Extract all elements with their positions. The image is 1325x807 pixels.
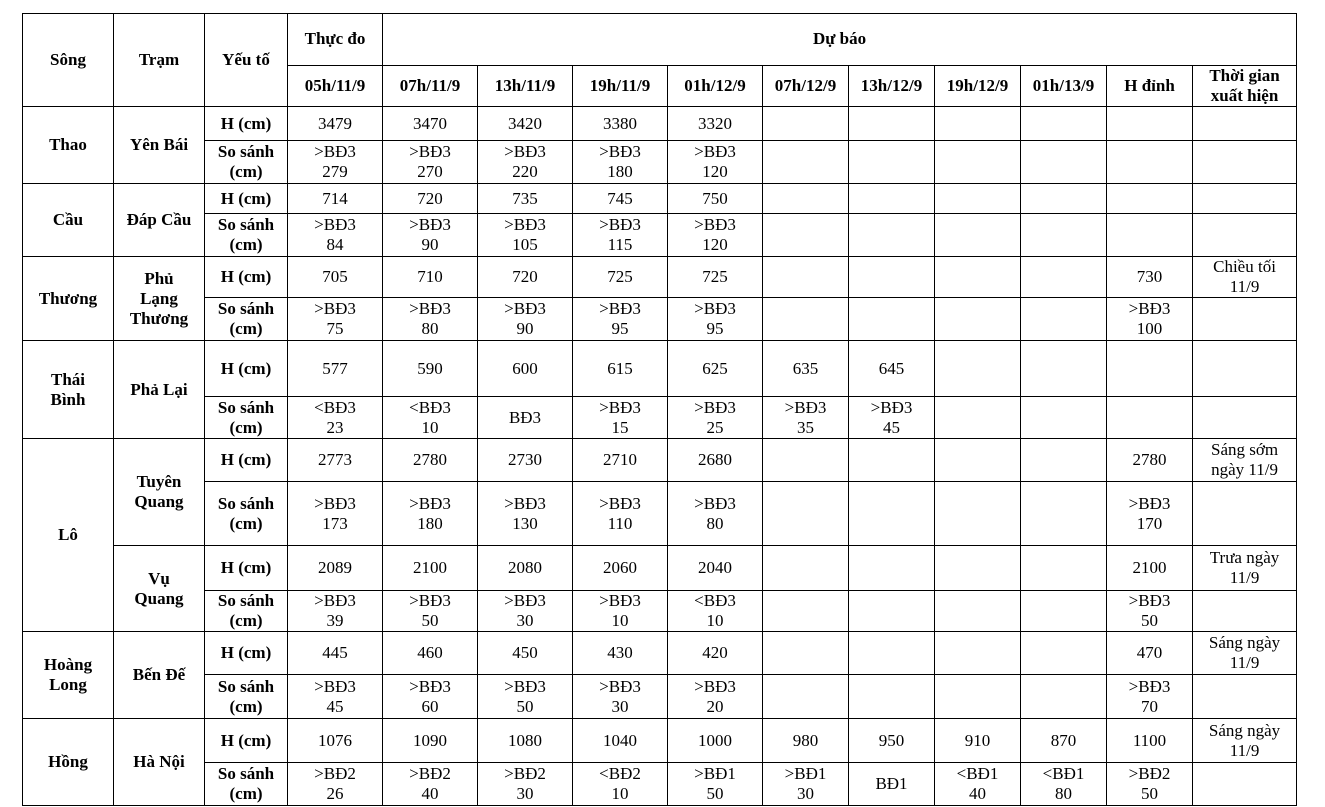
value-cell: 1000	[668, 719, 763, 763]
compare-cell: >BĐ3 60	[383, 675, 478, 719]
value-cell: 2060	[573, 546, 668, 591]
table-row	[23, 214, 1297, 257]
compare-cell: >BĐ3 120	[668, 141, 763, 184]
value-cell: 2680	[668, 439, 763, 482]
table-row	[23, 591, 1297, 632]
time-cell-empty	[1193, 141, 1297, 184]
value-cell	[1021, 546, 1107, 591]
value-cell	[1021, 439, 1107, 482]
value-cell	[849, 107, 935, 141]
station-name: Vụ Quang	[114, 546, 205, 632]
time-cell	[1193, 341, 1297, 397]
river-name: Lô	[23, 439, 114, 632]
value-cell	[935, 546, 1021, 591]
header-time: 07h/12/9	[763, 66, 849, 107]
peak-cell: 470	[1107, 632, 1193, 675]
value-cell: 720	[383, 184, 478, 214]
value-cell	[1021, 341, 1107, 397]
compare-cell: >BĐ3 105	[478, 214, 573, 257]
header-time: 19h/11/9	[573, 66, 668, 107]
compare-cell: BĐ1	[849, 763, 935, 806]
header-time: 13h/11/9	[478, 66, 573, 107]
value-cell: 450	[478, 632, 573, 675]
table-row	[23, 482, 1297, 546]
value-cell	[849, 546, 935, 591]
time-cell-empty	[1193, 482, 1297, 546]
compare-cell: >BĐ3 90	[478, 298, 573, 341]
value-cell	[935, 107, 1021, 141]
time-cell: Sáng ngày 11/9	[1193, 632, 1297, 675]
time-cell-empty	[1193, 214, 1297, 257]
station-name: Phả Lại	[114, 341, 205, 439]
compare-cell: >BĐ3 180	[383, 482, 478, 546]
header-tram: Trạm	[114, 14, 205, 107]
compare-cell: >BĐ3 95	[573, 298, 668, 341]
value-cell	[1021, 632, 1107, 675]
value-cell: 2773	[288, 439, 383, 482]
compare-cell: <BĐ3 10	[383, 397, 478, 439]
peak-cell: 2780	[1107, 439, 1193, 482]
value-cell: 3420	[478, 107, 573, 141]
station-name: Hà Nội	[114, 719, 205, 806]
time-cell-empty	[1193, 763, 1297, 806]
value-cell	[849, 632, 935, 675]
peak-cell	[1107, 184, 1193, 214]
value-cell: 710	[383, 257, 478, 298]
compare-cell: >BĐ3 50	[478, 675, 573, 719]
station-name: Đáp Cầu	[114, 184, 205, 257]
value-cell: 460	[383, 632, 478, 675]
compare-cell	[849, 482, 935, 546]
compare-cell	[849, 141, 935, 184]
compare-cell	[1021, 591, 1107, 632]
value-cell: 1040	[573, 719, 668, 763]
compare-cell: >BĐ2 26	[288, 763, 383, 806]
compare-cell: >BĐ3 10	[573, 591, 668, 632]
compare-cell	[849, 675, 935, 719]
compare-cell	[763, 141, 849, 184]
factor-so-sanh: So sánh (cm)	[205, 591, 288, 632]
compare-cell	[763, 214, 849, 257]
value-cell: 577	[288, 341, 383, 397]
time-cell: Chiều tối 11/9	[1193, 257, 1297, 298]
value-cell	[763, 257, 849, 298]
river-name: Thương	[23, 257, 114, 341]
header-song: Sông	[23, 14, 114, 107]
table-row	[23, 107, 1297, 141]
time-cell: Trưa ngày 11/9	[1193, 546, 1297, 591]
compare-cell: >BĐ3 220	[478, 141, 573, 184]
compare-cell: <BĐ2 10	[573, 763, 668, 806]
compare-cell	[849, 591, 935, 632]
peak-cell: 730	[1107, 257, 1193, 298]
compare-cell	[935, 482, 1021, 546]
station-name: Yên Bái	[114, 107, 205, 184]
flood-forecast-table	[22, 13, 1297, 806]
value-cell: 1090	[383, 719, 478, 763]
compare-cell: >BĐ3 75	[288, 298, 383, 341]
factor-so-sanh: So sánh (cm)	[205, 482, 288, 546]
factor-so-sanh: So sánh (cm)	[205, 675, 288, 719]
time-cell	[1193, 107, 1297, 141]
time-cell: Sáng sớm ngày 11/9	[1193, 439, 1297, 482]
compare-cell: >BĐ3 90	[383, 214, 478, 257]
compare-cell: >BĐ3 20	[668, 675, 763, 719]
value-cell: 750	[668, 184, 763, 214]
compare-cell: >BĐ3 35	[763, 397, 849, 439]
value-cell: 745	[573, 184, 668, 214]
value-cell	[849, 439, 935, 482]
table-row	[23, 341, 1297, 397]
compare-cell: >BĐ3 180	[573, 141, 668, 184]
compare-cell: >BĐ3 120	[668, 214, 763, 257]
compare-cell	[763, 482, 849, 546]
value-cell: 445	[288, 632, 383, 675]
time-cell: Sáng ngày 11/9	[1193, 719, 1297, 763]
compare-cell: >BĐ3 84	[288, 214, 383, 257]
value-cell: 2080	[478, 546, 573, 591]
value-cell: 645	[849, 341, 935, 397]
header-time: 19h/12/9	[935, 66, 1021, 107]
compare-cell	[849, 214, 935, 257]
value-cell: 2710	[573, 439, 668, 482]
value-cell: 2040	[668, 546, 763, 591]
value-cell: 635	[763, 341, 849, 397]
factor-so-sanh: So sánh (cm)	[205, 141, 288, 184]
compare-cell	[1021, 675, 1107, 719]
factor-h: H (cm)	[205, 107, 288, 141]
value-cell: 3320	[668, 107, 763, 141]
compare-cell: <BĐ3 10	[668, 591, 763, 632]
value-cell	[763, 632, 849, 675]
compare-cell: BĐ3	[478, 397, 573, 439]
compare-cell: >BĐ3 39	[288, 591, 383, 632]
compare-cell: >BĐ3 80	[383, 298, 478, 341]
value-cell	[763, 107, 849, 141]
value-cell: 720	[478, 257, 573, 298]
table-row	[23, 439, 1297, 482]
compare-cell	[935, 298, 1021, 341]
factor-so-sanh: So sánh (cm)	[205, 214, 288, 257]
value-cell	[1021, 107, 1107, 141]
value-cell: 590	[383, 341, 478, 397]
value-cell: 2780	[383, 439, 478, 482]
compare-cell	[1021, 298, 1107, 341]
compare-cell: >BĐ3 45	[288, 675, 383, 719]
header-time: 01h/13/9	[1021, 66, 1107, 107]
value-cell: 725	[668, 257, 763, 298]
factor-h: H (cm)	[205, 632, 288, 675]
compare-cell	[849, 298, 935, 341]
compare-cell: >BĐ3 115	[573, 214, 668, 257]
compare-cell	[935, 675, 1021, 719]
table-row	[23, 763, 1297, 806]
compare-cell: >BĐ3 95	[668, 298, 763, 341]
value-cell	[935, 439, 1021, 482]
peak-compare-cell	[1107, 214, 1193, 257]
value-cell	[1021, 257, 1107, 298]
compare-cell: <BĐ1 80	[1021, 763, 1107, 806]
factor-h: H (cm)	[205, 341, 288, 397]
peak-compare-cell: >BĐ3 50	[1107, 591, 1193, 632]
compare-cell: >BĐ3 15	[573, 397, 668, 439]
value-cell: 725	[573, 257, 668, 298]
value-cell: 870	[1021, 719, 1107, 763]
factor-h: H (cm)	[205, 184, 288, 214]
compare-cell: >BĐ3 80	[668, 482, 763, 546]
value-cell: 2089	[288, 546, 383, 591]
value-cell: 430	[573, 632, 668, 675]
value-cell: 910	[935, 719, 1021, 763]
value-cell	[935, 257, 1021, 298]
station-name: Tuyên Quang	[114, 439, 205, 546]
peak-compare-cell: >BĐ3 170	[1107, 482, 1193, 546]
peak-compare-cell: >BĐ3 100	[1107, 298, 1193, 341]
table-row	[23, 184, 1297, 214]
table-row	[23, 675, 1297, 719]
peak-compare-cell	[1107, 141, 1193, 184]
compare-cell: >BĐ3 130	[478, 482, 573, 546]
table-row	[23, 298, 1297, 341]
table-row	[23, 719, 1297, 763]
compare-cell	[763, 675, 849, 719]
value-cell: 705	[288, 257, 383, 298]
factor-h: H (cm)	[205, 719, 288, 763]
table-row	[23, 397, 1297, 439]
header-thuc-do: Thực đo	[288, 14, 383, 66]
peak-cell: 2100	[1107, 546, 1193, 591]
compare-cell: >BĐ3 270	[383, 141, 478, 184]
header-thoi-gian: Thời gian xuất hiện	[1193, 66, 1297, 107]
compare-cell: >BĐ3 173	[288, 482, 383, 546]
value-cell	[1021, 184, 1107, 214]
compare-cell: >BĐ2 30	[478, 763, 573, 806]
peak-cell: 1100	[1107, 719, 1193, 763]
compare-cell: >BĐ3 279	[288, 141, 383, 184]
header-yeu-to: Yếu tố	[205, 14, 288, 107]
compare-cell	[1021, 482, 1107, 546]
compare-cell: <BĐ3 23	[288, 397, 383, 439]
compare-cell: >BĐ1 30	[763, 763, 849, 806]
compare-cell: >BĐ3 50	[383, 591, 478, 632]
compare-cell: >BĐ2 40	[383, 763, 478, 806]
factor-h: H (cm)	[205, 439, 288, 482]
table-row	[23, 546, 1297, 591]
factor-h: H (cm)	[205, 257, 288, 298]
factor-so-sanh: So sánh (cm)	[205, 397, 288, 439]
value-cell: 1076	[288, 719, 383, 763]
factor-h: H (cm)	[205, 546, 288, 591]
time-cell-empty	[1193, 298, 1297, 341]
peak-compare-cell: >BĐ3 70	[1107, 675, 1193, 719]
header-time: 13h/12/9	[849, 66, 935, 107]
compare-cell: >BĐ3 30	[573, 675, 668, 719]
header-du-bao: Dự báo	[383, 14, 1297, 66]
value-cell	[763, 184, 849, 214]
river-name: Cầu	[23, 184, 114, 257]
time-cell-empty	[1193, 591, 1297, 632]
table-row	[23, 632, 1297, 675]
value-cell: 615	[573, 341, 668, 397]
compare-cell: >BĐ3 110	[573, 482, 668, 546]
value-cell: 980	[763, 719, 849, 763]
header-time: 05h/11/9	[288, 66, 383, 107]
value-cell	[935, 184, 1021, 214]
peak-compare-cell	[1107, 397, 1193, 439]
header-time: 01h/12/9	[668, 66, 763, 107]
river-name: Thao	[23, 107, 114, 184]
value-cell	[763, 439, 849, 482]
river-name: Hồng	[23, 719, 114, 806]
value-cell: 420	[668, 632, 763, 675]
compare-cell: <BĐ1 40	[935, 763, 1021, 806]
compare-cell	[935, 214, 1021, 257]
time-cell-empty	[1193, 397, 1297, 439]
table-row	[23, 257, 1297, 298]
header-h-dinh: H đỉnh	[1107, 66, 1193, 107]
compare-cell	[935, 141, 1021, 184]
compare-cell	[763, 591, 849, 632]
compare-cell	[1021, 397, 1107, 439]
value-cell	[849, 257, 935, 298]
peak-cell	[1107, 107, 1193, 141]
value-cell	[763, 546, 849, 591]
value-cell: 3479	[288, 107, 383, 141]
peak-compare-cell: >BĐ2 50	[1107, 763, 1193, 806]
compare-cell: >BĐ3 45	[849, 397, 935, 439]
header-time: 07h/11/9	[383, 66, 478, 107]
value-cell: 735	[478, 184, 573, 214]
time-cell-empty	[1193, 675, 1297, 719]
compare-cell: >BĐ1 50	[668, 763, 763, 806]
factor-so-sanh: So sánh (cm)	[205, 763, 288, 806]
time-cell	[1193, 184, 1297, 214]
compare-cell	[763, 298, 849, 341]
compare-cell	[935, 591, 1021, 632]
station-name: Phủ Lạng Thương	[114, 257, 205, 341]
river-name: Hoàng Long	[23, 632, 114, 719]
value-cell: 1080	[478, 719, 573, 763]
river-name: Thái Bình	[23, 341, 114, 439]
value-cell: 950	[849, 719, 935, 763]
table-row	[23, 141, 1297, 184]
value-cell: 3380	[573, 107, 668, 141]
value-cell	[935, 341, 1021, 397]
value-cell: 2730	[478, 439, 573, 482]
value-cell	[935, 632, 1021, 675]
table-body	[23, 107, 1297, 806]
compare-cell: >BĐ3 30	[478, 591, 573, 632]
value-cell: 2100	[383, 546, 478, 591]
peak-cell	[1107, 341, 1193, 397]
compare-cell	[1021, 141, 1107, 184]
value-cell: 625	[668, 341, 763, 397]
compare-cell	[935, 397, 1021, 439]
compare-cell	[1021, 214, 1107, 257]
station-name: Bến Đế	[114, 632, 205, 719]
factor-so-sanh: So sánh (cm)	[205, 298, 288, 341]
value-cell: 600	[478, 341, 573, 397]
value-cell: 3470	[383, 107, 478, 141]
value-cell: 714	[288, 184, 383, 214]
compare-cell: >BĐ3 25	[668, 397, 763, 439]
value-cell	[849, 184, 935, 214]
